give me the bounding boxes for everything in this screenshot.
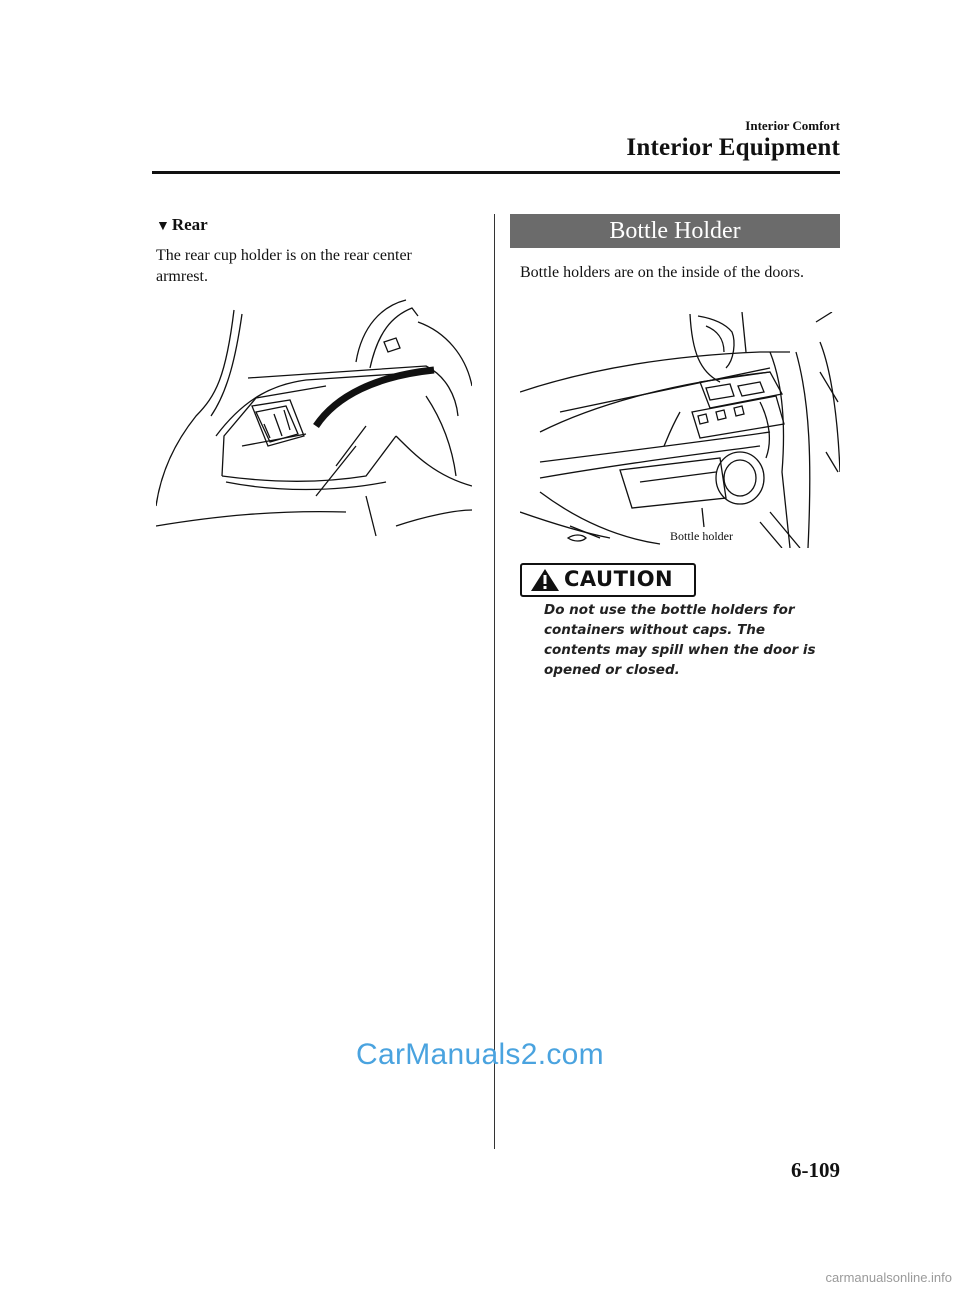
rear-heading <box>156 215 208 235</box>
column-divider <box>494 214 495 1149</box>
rear-cup-holder-illustration <box>156 296 472 538</box>
bottle-paragraph: Bottle holders are on the inside of the doors. <box>520 264 804 281</box>
down-triangle-icon: ▼ <box>156 219 170 234</box>
rear-heading-label: Rear <box>171 215 208 234</box>
chapter-title: Interior Comfort <box>745 118 840 133</box>
bottle-holder-callout: Bottle holder <box>670 529 733 543</box>
rear-paragraph: The rear cup holder is on the rear center armrest. <box>156 247 412 285</box>
warning-icon <box>530 568 560 592</box>
section-title: Interior Equipment <box>626 134 840 161</box>
footer-watermark: carmanualsonline.info <box>825 1270 952 1285</box>
door-bottle-holder-illustration <box>520 312 840 548</box>
watermark: CarManuals2.com <box>356 1038 604 1071</box>
caution-label: CAUTION <box>564 567 674 591</box>
bottle-holder-section-bar: Bottle Holder <box>510 214 840 248</box>
page-number: 6-109 <box>791 1158 840 1182</box>
header-rule <box>152 171 840 174</box>
caution-text: Do not use the bottle holders for containers without caps. The contents may spill when the door is opened or closed. <box>544 602 816 678</box>
caution-box <box>520 563 696 597</box>
